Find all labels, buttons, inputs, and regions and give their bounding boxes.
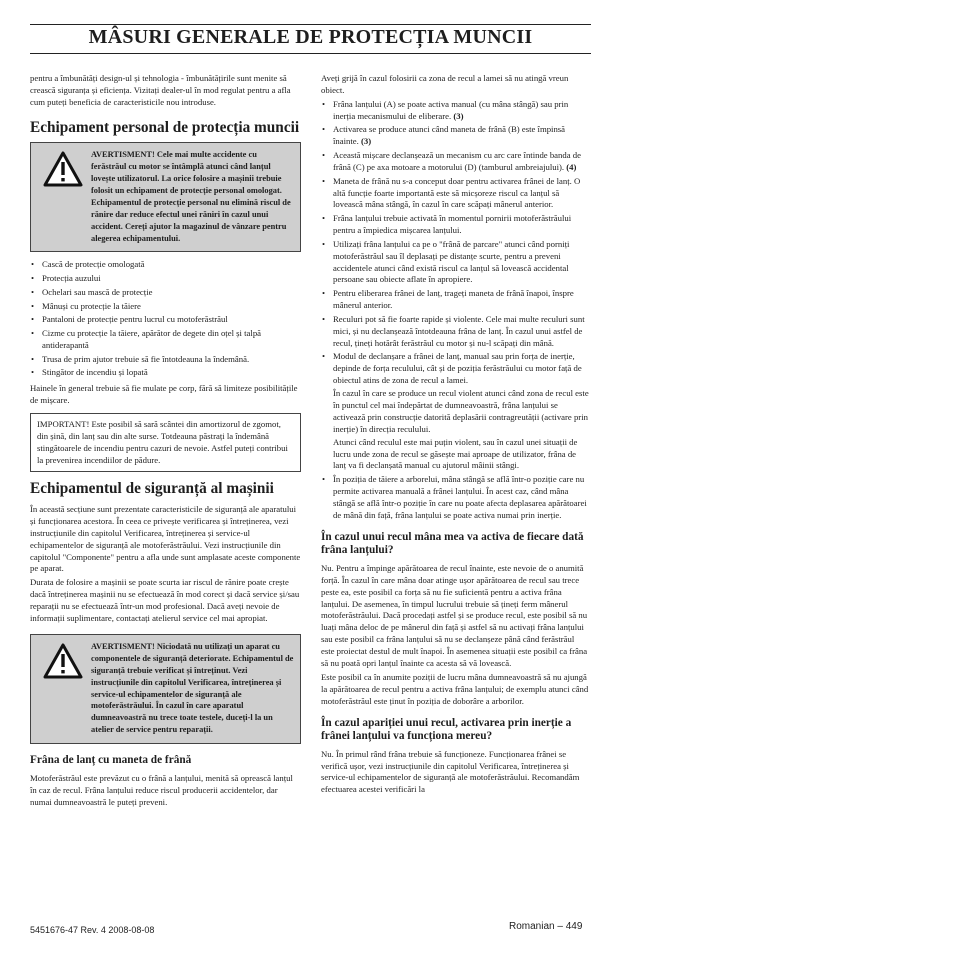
list-item: • Activarea se produce atunci când maneta de frână (B) este împinsă înainte. (3): [321, 124, 589, 148]
list-item: • Mânuși cu protecție la tăiere: [30, 301, 301, 313]
list-item: • Trusa de prim ajutor trebuie să fie întotdeauna la îndemână.: [30, 354, 301, 366]
list-item: • Frâna lanțului (A) se poate activa manual (cu mâna stângă) sau prin inerția mecanismului de eliberare. (3): [321, 99, 589, 123]
list-item: • Reculuri pot să fie foarte rapide și violente. Cele mai multe reculuri sunt mici, și nu declanșează întotdeauna frâna de lanț. În cazul unui astfel de recul, țineți hotărât ferăstrăul cu motor și nu-l scăpați din mână.: [321, 314, 589, 350]
warning-text-safety: AVERTISMENT! Niciodată nu utilizați un aparat cu componentele de siguranță deteriorate. Echipamentul de siguranță trebuie verificat și întreținut. Vezi instrucțiunile din capitolul Verificarea, întreținerea și service-ul echipamentelor de siguranță ale motoferăstrăului. În cazul în care aparatul dumneavoastră nu trece toate testele, duceți-l la un atelier de service pentru reparații.: [91, 641, 294, 735]
chain-brake-paragraph: Motoferăstrăul este prevăzut cu o frână a lanțului, menită să oprească lanțul în caz de recul. Frâna lanțului reduce riscul producerii accidentelor, dar numai dumneavoastră le puteți preveni.: [30, 772, 293, 807]
sub-paragraph-manual: Atunci când reculul este mai puțin violent, sau în cazul unei situații de lucru unde zona de recul se găsește mai aproape de utilizator, frâna de lanț va fi declanșată manual cu ajutorul mâinii stângi.: [333, 436, 578, 471]
list-item: • Protecția auzului: [30, 273, 301, 285]
protection-list: [30, 259, 301, 379]
intro-paragraph: pentru a îmbunătăți design-ul și tehnologia - îmbunătățirile sunt menite să crească siguranța și eficiența. Vizitați dealer-ul în mod regulat pentru a afla cum puteți beneficia de caracteristicile nou introduse.: [30, 73, 291, 107]
warning-box-safety: [30, 634, 301, 744]
list-item: • Pentru eliberarea frânei de lanț, trageți maneta de frână înapoi, înspre mânerul anterior.: [321, 288, 589, 312]
answer-1-paragraph-2: Este posibil ca în anumite poziții de lucru mâna dumneavoastră să nu ajungă la apărătoarea de recul pentru a activa frâna lanțului; de exemplu atunci când motoferăstrăul este ținut în poziția de doborâre a arborilor.: [321, 671, 589, 706]
list-item: • Cizme cu protecție la tăiere, apărător de degete din oțel și talpă antiderapantă: [30, 328, 301, 352]
warning-text-personal: AVERTISMENT! Cele mai multe accidente cu ferăstrăul cu motor se întâmplă atunci când lanțul lovește utilizatorul. La orice folosire a mașinii trebuie folosit un echipament de protecție personal omologat. Echipamentul de protecție personal nu elimină riscul de rănire dar reduce efectul unei răniri în cazul unui accident. Cereți ajutor la magazinul de vânzare pentru alegerea echipamentului.: [91, 150, 291, 243]
list-item: • Modul de declanșare a frânei de lanț, manual sau prin forța de inerție, depinde de forța reculului, cât și de poziția ferăstrăului cu motor față de obiectul atins de zona de recul a lamei. În cazul în care se produce un recul violent atunci când zona de recul este în punctul cel mai îndepărtat de dumneavoastră, frâna lanțului se activează prin construcție datorită deplasării contragreutății (activare prin inerție) în direcția reculului. Atunci când reculul este mai puțin violent, sau în cazul unei situații de lucru unde zona de recul se găsește mai aproape de utilizator, frâna de lanț va fi declanșată manual cu ajutorul mâinii stângi.: [321, 351, 589, 472]
list-item: • Maneta de frână nu s-a conceput doar pentru activarea frânei de lanț. O altă funcție foarte importantă este să micșoreze riscul ca lanțul să lovească mâna stângă, în cazul în care scăpați mânerul anterior.: [321, 176, 589, 212]
clothing-paragraph: Hainele în general trebuie să fie mulate pe corp, fără să limiteze posibilitățile de mișcare.: [30, 383, 298, 406]
list-item: • Stingător de incendiu și lopată: [30, 367, 301, 379]
list-item: • Utilizați frâna lanțului ca pe o "frână de parcare" atunci când porniți motoferăstrăul sau îl deplasați pe distanțe scurte, pentru a preveni accidentele atunci când există riscul ca lanțul să lovească accidental persoane sau obiecte aflate în apropiere.: [321, 239, 589, 287]
heading-question-1: În cazul unui recul mâna mea va activa de fiecare dată frâna lanțului?: [321, 530, 584, 557]
chain-brake-list: [321, 99, 589, 522]
warning-triangle-icon: [37, 641, 89, 736]
list-item: • Cască de protecție omologată: [30, 259, 301, 271]
warning-box-personal: [30, 142, 301, 252]
warning-triangle-icon: [37, 149, 89, 244]
heading-personal-protection: Echipament personal de protecția muncii: [30, 118, 300, 136]
document-code: 5451676-47 Rev. 4 2008-08-08: [30, 925, 155, 935]
figure-reference: (3): [453, 110, 464, 121]
list-item: • Ochelari sau mască de protecție: [30, 287, 301, 299]
list-item: • În poziția de tăiere a arborelui, mâna stângă se află într-o poziție care nu permite activarea manuală a frânei lanțului. În acest caz, când mâna stângă se află într-o poziție în care nu poate afecta deplasarea apărătoarei de mână din față, frâna lanțului se poate activa numai prin inerție.: [321, 474, 589, 522]
page-title: MÂSURI GENERALE DE PROTECȚIA MUNCII: [88, 26, 533, 48]
left-column: [30, 73, 301, 810]
list-item: • Această mișcare declanșează un mecanism cu arc care întinde banda de frână (C) pe axa motoare a motorului (D) (tamburul ambreiajului). (4): [321, 150, 589, 174]
page-number: Romanian – 449: [509, 921, 583, 932]
heading-chain-brake: Frâna de lanț cu maneta de frână: [30, 754, 192, 767]
answer-2-paragraph: Nu. În primul rând frâna trebuie să funcționeze. Funcționarea frânei se verifică ușor, vezi instrucțiunile din capitolul Verificarea, întreținerea și service-ul echipamentelor de siguranță ale motoferăstrăului. Recomandăm efectuarea acestei verificări la: [321, 748, 580, 795]
heading-question-2: În cazul apariției unui recul, activarea prin inerție a frânei lanțului va funcționa mereu?: [321, 716, 572, 743]
heading-machine-safety: Echipamentul de siguranță al mașinii: [30, 480, 274, 498]
title-rule-bottom: [30, 53, 591, 54]
safety-paragraph-2: Durata de folosire a mașinii se poate scurta iar riscul de rănire poate crește dacă întreținerea mașinii nu se efectuează în mod corect și dacă service și/sau reparații nu se efectuează într-un mod profesional. Dacă aveți nevoie de informații suplimentare, contactați atelierul service cel mai apropiat.: [30, 577, 300, 624]
safety-paragraph-1: În această secțiune sunt prezentate caracteristicile de siguranță ale aparatului și funcționarea acestora. În ceea ce privește verificarea și întreținerea, vezi instrucțiunile din capitolul Verificarea, întreținerea și service-ul echipamentelor de siguranță ale motoferăstrăului. Vezi instrucțiunile din capitolul "Componente" pentru a afla unde sunt amplasate aceste componente pe aparat.: [30, 503, 301, 574]
kickback-intro: Aveți grijă în cazul folosirii ca zona de recul a lamei să nu atingă vreun obiect.: [321, 73, 569, 95]
important-box: IMPORTANT! Este posibil să sară scântei din amortizorul de zgomot, din șină, din lanț sau din alte surse. Totdeauna păstrați la îndemână stingătoarele de incendiu pentru cazuri de nevoie. Astfel puteți contribui la prevenirea incendiilor de pădure.: [30, 413, 301, 472]
figure-reference: (4): [566, 161, 577, 172]
list-item: • Pantaloni de protecție pentru lucrul cu motoferăstrăul: [30, 314, 301, 326]
right-column: [321, 73, 589, 798]
title-rule-top: [30, 24, 591, 25]
answer-1-paragraph-1: Nu. Pentru a împinge apărătoarea de recul înainte, este nevoie de o anumită forță. În cazul în care mâna doar atinge ușor apărătoarea de recul sau trece peste ea, este posibil ca forța să nu fie suficientă pentru a activa frâna lanțului. De asemenea, în timpul lucrului trebuie să țineți ferm mânerul motoferăstrăului. Dacă procedați astfel și se produce recul, este posibil să nu luați mâna deloc de pe mânerul din față și astfel să nu activați frâna lanțului sau este posibil ca frâna lanțului să nu se declanșeze până când ferăstrăul este proiectat destul de mult înapoi. În asemenea situații este posibil ca frâna să nu poată opri lanțul înainte ca acesta să vă lovească.: [321, 562, 588, 669]
figure-reference: (3): [360, 136, 372, 147]
list-item: • Frâna lanțului trebuie activată în momentul pornirii motoferăstrăului pentru a împiedica mișcarea lanțului.: [321, 213, 589, 237]
sub-paragraph-inertia: În cazul în care se produce un recul violent atunci când zona de recul este în punctul cel mai îndepărtat de dumneavoastră, frâna lanțului se activează prin construcție datorită deplasării contragreutății (activare prin inerție) în direcția reculului.: [333, 388, 589, 434]
